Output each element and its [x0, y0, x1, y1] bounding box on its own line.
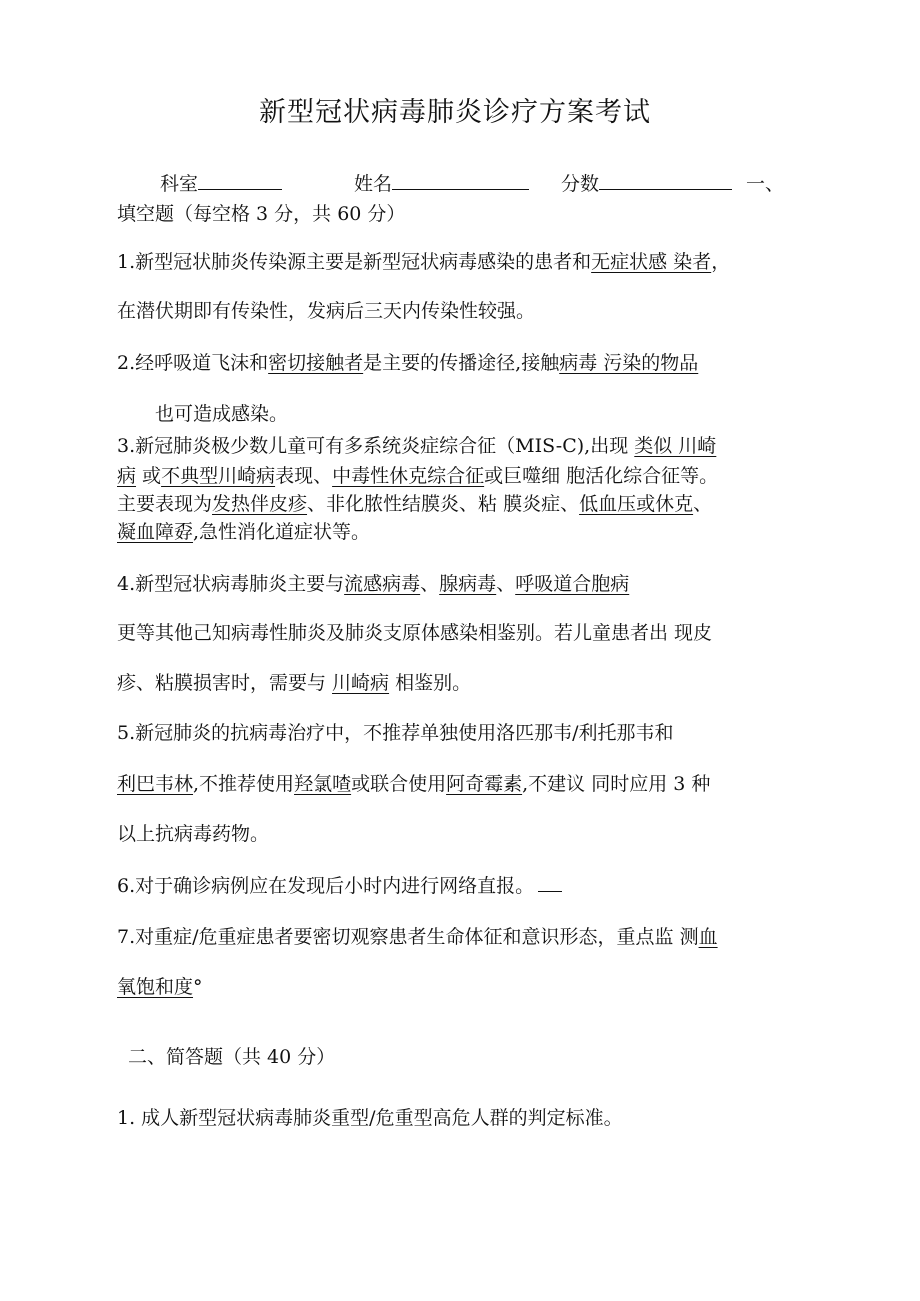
q3-text-6: 、非化脓性结膜炎、粘 膜炎症、	[307, 493, 580, 515]
q3-text-3: 表现、	[275, 465, 333, 487]
score-blank[interactable]	[599, 171, 732, 190]
question-1-line-2: 在潜伏期即有传染性，发病后三天内传染性较强。	[117, 300, 536, 322]
question-2-line-2: 也可造成感染。	[155, 403, 289, 425]
question-4-line-2: 更等其他己知病毒性肺炎及肺炎支原体感染相鉴别。若儿童患者出 现皮	[117, 622, 713, 644]
q3-text: 3.新冠肺炎极少数儿童可有多系统炎症综合征（MIS-C),出现	[117, 435, 635, 457]
question-6-line	[117, 872, 562, 900]
section2-question-1: 1. 成人新型冠状病毒肺炎重型/危重型高危人群的判定标准。	[117, 1107, 623, 1129]
q5-answer-3: 阿奇霉素	[446, 773, 523, 795]
q5-answer-1: 利巴韦林	[117, 773, 194, 795]
q4-text-4: 疹、粘膜损害时，需要与	[117, 672, 333, 694]
q2-answer-2: 病毒 污染的物品	[559, 352, 699, 374]
page-title: 新型冠状病毒肺炎诊疗方案考试	[259, 97, 651, 128]
q7-text-2: °	[193, 976, 203, 998]
q3-answer-3: 中毒性休克综合征	[332, 465, 485, 487]
question-7-line-1	[117, 923, 718, 951]
q3-text-2: 或	[136, 465, 162, 487]
q3-text-7: 、	[693, 493, 713, 515]
section1-number: 一、	[746, 173, 785, 195]
q3-answer-1a: 类似 川崎	[634, 435, 717, 457]
question-5-line-1: 5.新冠肺炎的抗病毒治疗中，不推荐单独使用洛匹那韦/利托那韦和	[117, 722, 674, 744]
question-4-line-3	[117, 669, 471, 697]
q3-answer-6: 凝血障孬	[117, 521, 194, 543]
q5-text-2: ,不推荐使用	[193, 773, 295, 795]
question-3-line-4	[117, 518, 370, 546]
q6-text: 6.对于确诊病例应在发现后小时内进行网络直报。	[117, 875, 535, 897]
question-5-line-2	[117, 770, 710, 798]
question-5-line-3: 以上抗病毒药物。	[117, 823, 270, 845]
q2-text-2: 是主要的传播途径,接触	[363, 352, 560, 374]
q4-answer-2: 腺病毒	[439, 573, 497, 595]
q7-answer-1b: 氧饱和度	[117, 976, 194, 998]
q3-text-5: 主要表现为	[117, 493, 213, 515]
q5-text-3: 或联合使用	[351, 773, 447, 795]
question-1-line-1	[117, 248, 730, 276]
dept-label: 科室	[160, 173, 199, 195]
q4-answer-4: 川崎病	[332, 672, 390, 694]
q3-answer-4: 发热伴皮疹	[212, 493, 308, 515]
q4-answer-1: 流感病毒	[344, 573, 421, 595]
question-3-line-3	[117, 490, 712, 518]
q5-answer-2: 羟氯喳	[294, 773, 352, 795]
q4-answer-3: 呼吸道合胞病	[515, 573, 630, 595]
q4-text-3: 、	[496, 573, 516, 595]
header-info-line	[160, 170, 784, 198]
section1-title: 填空题（每空格 3 分，共 60 分）	[117, 203, 406, 225]
q1-text-2: ，	[711, 251, 731, 273]
name-label: 姓名	[354, 173, 393, 195]
q7-answer-1a: 血	[698, 926, 718, 948]
q6-blank[interactable]	[538, 873, 562, 892]
q3-answer-5: 低血压或休克	[579, 493, 694, 515]
q7-text: 7.对重症/危重症患者要密切观察患者生命体征和意识形态，重点监 测	[117, 926, 699, 948]
q4-text-5: 相鉴别。	[389, 672, 472, 694]
q2-answer-1: 密切接触者	[268, 352, 364, 374]
q5-text-4: ,不建议 同时应用 3 种	[522, 773, 711, 795]
score-label: 分数	[561, 173, 600, 195]
question-3-line-2	[117, 462, 718, 490]
q1-answer: 无症状感 染者	[591, 251, 712, 273]
q4-text: 4.新型冠状病毒肺炎主要与	[117, 573, 345, 595]
dept-blank[interactable]	[198, 171, 282, 190]
q3-text-4: 或巨噬细 胞活化综合征等。	[484, 465, 719, 487]
q4-text-2: 、	[420, 573, 440, 595]
section2-title: 二、简答题（共 40 分）	[128, 1046, 336, 1068]
question-7-line-2	[117, 973, 203, 1001]
question-3-line-1	[117, 432, 716, 460]
name-blank[interactable]	[392, 171, 529, 190]
q2-text: 2.经呼吸道飞沫和	[117, 352, 269, 374]
q3-text-8: ,急性消化道症状等。	[193, 521, 371, 543]
q3-answer-1b: 病	[117, 465, 137, 487]
q3-answer-2: 不典型川崎病	[161, 465, 276, 487]
question-2-line-1	[117, 349, 698, 377]
q1-text: 1.新型冠状肺炎传染源主要是新型冠状病毒感染的患者和	[117, 251, 592, 273]
question-4-line-1	[117, 570, 629, 598]
